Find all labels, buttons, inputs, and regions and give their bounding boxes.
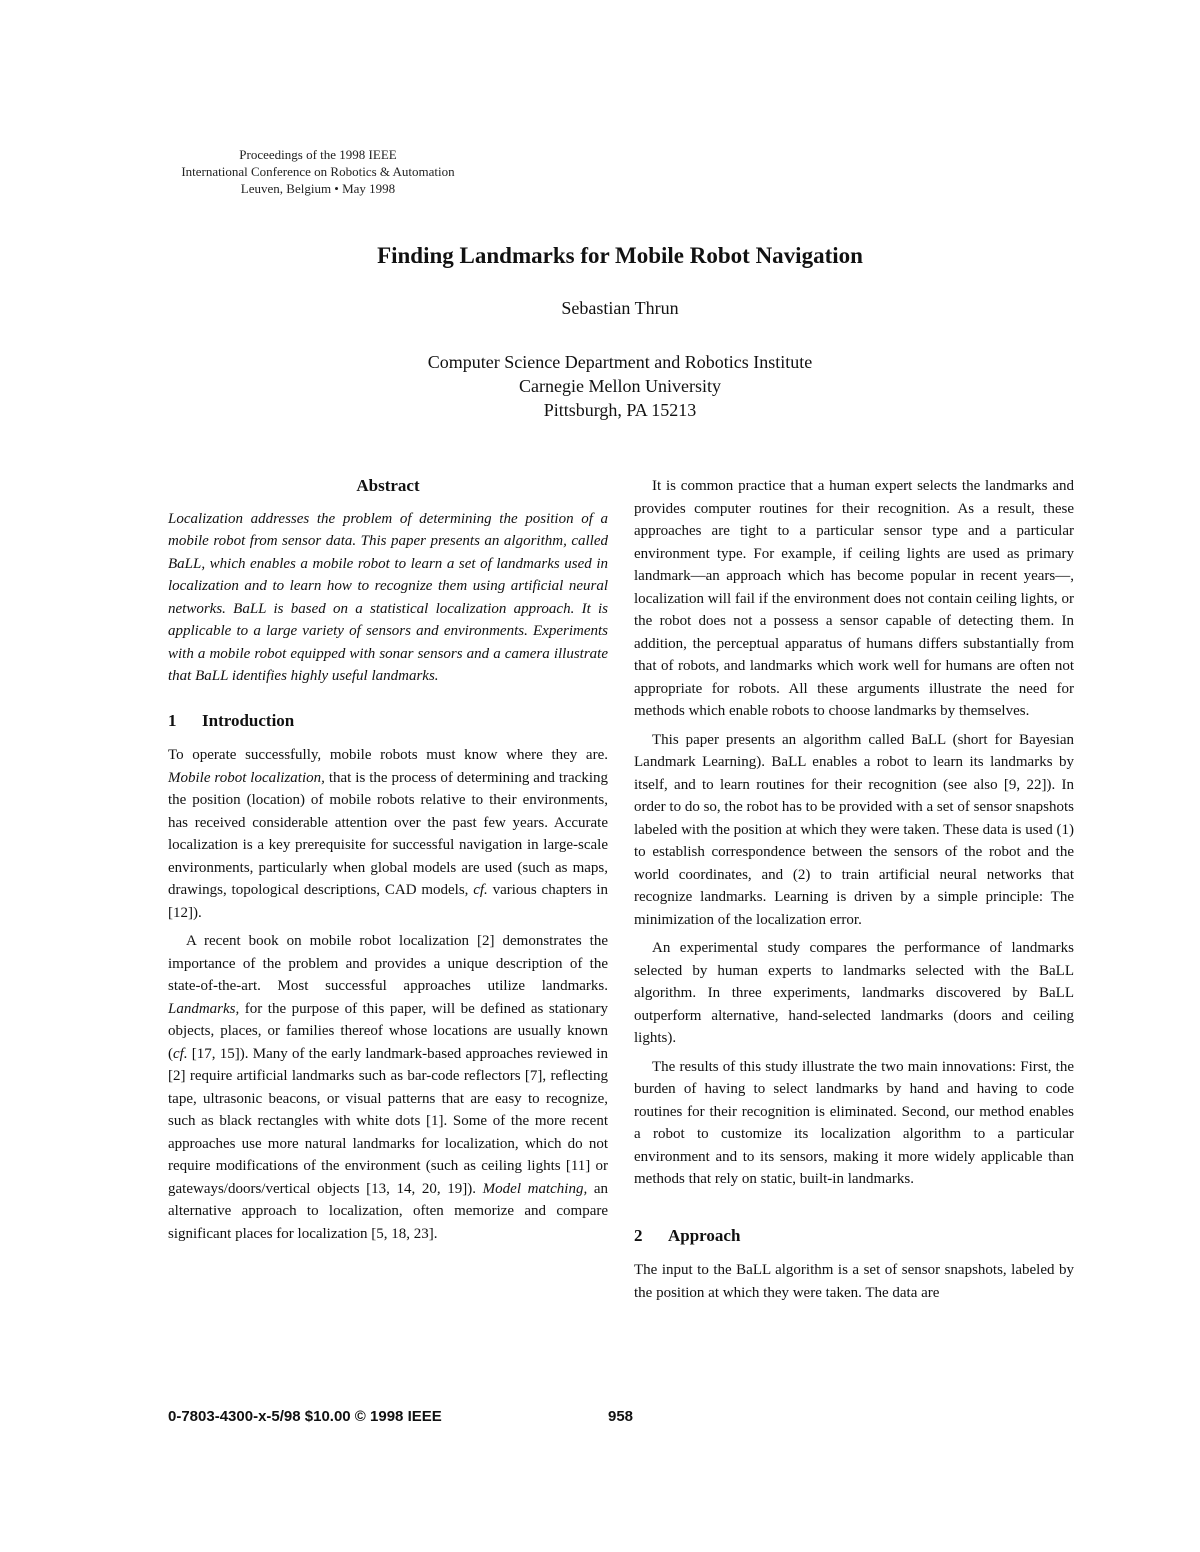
section-title: Approach	[668, 1225, 741, 1245]
proceedings-line-3: Leuven, Belgium • May 1998	[240, 181, 396, 196]
emphasis: Model matching,	[482, 1180, 588, 1197]
emphasis: cf.	[473, 882, 488, 898]
section-heading-approach	[634, 1225, 1074, 1248]
approach-paragraph-1: The input to the BaLL algorithm is a set of sensor snapshots, labeled by the position at which they were taken. The data are	[634, 1262, 1074, 1301]
emphasis: Landmarks,	[168, 1000, 240, 1017]
intro-paragraph-5: An experimental study compares the performance of landmarks selected by human experts to landmarks selected with the BaLL algorithm. In three experiments, landmarks discovered by BaLL outperform alternative, hand-selected landmarks (doors and ceiling lights).	[634, 940, 1074, 1046]
section-heading-introduction	[168, 710, 608, 733]
paper-author: Sebastian Thrun	[561, 298, 679, 318]
left-column	[168, 475, 608, 1245]
emphasis: cf.	[173, 1045, 188, 1062]
section-title: Introduction	[202, 710, 295, 730]
intro-paragraph-4: This paper presents an algorithm called BaLL (short for Bayesian Landmark Learning). BaLL enables a robot to learn its landmarks by itself, and to learn routines for their recognition (see also [9, 22]). In order to do so, the robot has to be provided with a set of sensor snapshots labeled with the position at which they were taken. These data is used (1) to establish correspondence between the sensors of the robot and the world coordinates, and (2) to train artificial neural networks that recognize landmarks. Learning is driven by a simple principle: The minimization of the localization error.	[634, 731, 1074, 928]
section-number: 2	[634, 1225, 643, 1245]
abstract-text: Localization addresses the problem of determining the position of a mobile robot from sensor data. This paper presents an algorithm, called BaLL, which enables a mobile robot to learn a set of landmarks used in localization and to learn how to recognize them using artificial neural networks. BaLL is based on a statistical localization approach. It is applicable to a large variety of sensors and environments. Experiments with a mobile robot equipped with sonar sensors and a camera illustrate that BaLL identifies highly useful landmarks.	[168, 510, 608, 684]
text-run: To operate successfully, mobile robots must know where they are.	[168, 747, 608, 763]
intro-paragraph-1	[168, 744, 608, 924]
page-number: 958	[608, 1408, 634, 1425]
section-number: 1	[168, 710, 177, 730]
author-affiliation	[0, 350, 1200, 422]
abstract-heading: Abstract	[356, 476, 420, 495]
intro-paragraph-2	[168, 930, 608, 1245]
copyright-identifier: 0-7803-4300-x-5/98 $10.00 © 1998 IEEE	[168, 1408, 442, 1425]
paper-title: Finding Landmarks for Mobile Robot Navigation	[377, 243, 863, 268]
text-run: A recent book on mobile robot localization [2] demonstrates the importance of the problem and provides a unique description of the state-of-the-art. Most successful approaches utilize landmarks.	[168, 933, 608, 994]
text-run: various chapters in [12]).	[168, 882, 608, 921]
proceedings-line-1: Proceedings of the 1998 IEEE	[239, 147, 397, 162]
affiliation-line-1: Computer Science Department and Robotics Institute	[427, 352, 813, 372]
affiliation-line-2: Carnegie Mellon University	[519, 376, 721, 396]
text-run: that is the process of determining and tracking the position (location) of mobile robots relative to their environments, has received considerable attention over the past few years. Accurate localization is a key prerequisite for successful navigation in large-scale environments, particularly when global models are used (such as maps, drawings, topological descriptions, CAD models,	[168, 769, 608, 898]
text-run: an alternative approach to localization, often memorize and compare significant places for localization [5, 18, 23].	[168, 1180, 608, 1242]
proceedings-line-2: International Conference on Robotics & Automation	[181, 164, 455, 179]
text-run: [17, 15]). Many of the early landmark-based approaches reviewed in [2] require artificial landmarks such as bar-code reflectors [7], reflecting tape, ultrasonic beacons, or visual patterns that are easy to recognize, such as black rectangles with white dots [1]. Some of the more recent approaches use more natural landmarks for localization, which do not require modifications of the environment (such as ceiling lights [11] or gateways/doors/vertical objects [13, 14, 20, 19]).	[168, 1045, 608, 1197]
text-run: for the purpose of this paper, will be defined as stationary objects, places, or families thereof whose locations are usually known (	[168, 1000, 608, 1062]
intro-paragraph-6: The results of this study illustrate the two main innovations: First, the burden of having to select landmarks by hand and having to code routines for their recognition is eliminated. Second, our method enables a robot to customize its localization algorithm to a particular environment and to its sensors, making it more widely applicable than methods that rely on static, built-in landmarks.	[634, 1058, 1074, 1187]
emphasis: Mobile robot localization,	[168, 769, 325, 786]
proceedings-header	[138, 146, 498, 197]
intro-paragraph-3: It is common practice that a human expert selects the landmarks and provides computer routines for their recognition. As a result, these approaches are tight to a particular sensor type and a particular environment type. For example, if ceiling lights are used as primary landmark—an approach which has become popular in recent years—, localization will fail if the environment does not contain ceiling lights, or the robot does not a possess a sensor capable of detecting them. In addition, the perceptual apparatus of humans differs substantially from that of robots, and landmarks which work well for humans are often not appropriate for robots. All these arguments illustrate the need for methods which enable robots to choose landmarks by themselves.	[634, 478, 1074, 719]
right-column	[634, 475, 1074, 1304]
affiliation-line-3: Pittsburgh, PA 15213	[543, 400, 697, 420]
